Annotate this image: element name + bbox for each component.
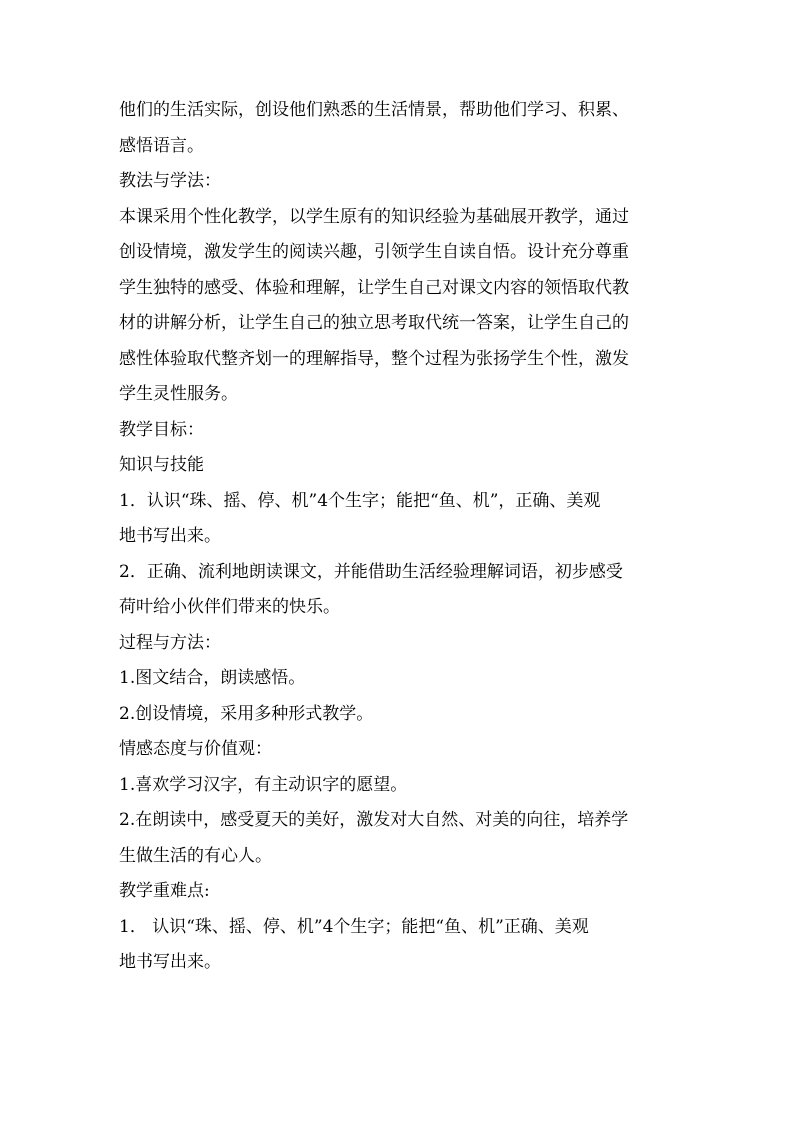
subheading-process-methods: 过程与方法： <box>119 632 221 653</box>
list-item-key-1-cont: 地书写出来。 <box>119 952 221 972</box>
text-line-7: 材的讲解分析，让学生自己的独立思考取代统一答案，让学生自己的 <box>119 313 629 333</box>
document-body <box>119 93 679 981</box>
section-heading-key-points: 教学重难点: <box>119 881 210 901</box>
list-item-1: 1．认识“珠、摇、停、机”4个生字；能把“鱼、机”，正确、美观 <box>119 490 601 511</box>
text-line-4: 本课采用个性化教学，以学生原有的知识经验为基础展开教学，通过 <box>119 206 629 227</box>
text-line-6: 学生独特的感受、体验和理解，让学生自己对课文内容的领悟取代教 <box>119 277 629 298</box>
list-item-emotion-2: 2.在朗读中，感受夏天的美好，激发对大自然、对美的向往，培养学 <box>119 810 629 830</box>
text-line-2: 感悟语言。 <box>119 135 204 156</box>
section-heading-methods: 教法与学法： <box>119 171 221 191</box>
list-item-key-1: 1． 认识“珠、摇、停、机”4个生字；能把“鱼、机”正确、美观 <box>119 916 589 937</box>
section-heading-goals: 教学目标： <box>119 419 204 440</box>
text-line-9: 学生灵性服务。 <box>119 384 238 404</box>
list-item-2: 2．正确、流利地朗读课文，并能借助生活经验理解词语，初步感受 <box>119 561 623 582</box>
list-item-emotion-1: 1.喜欢学习汉字，有主动识字的愿望。 <box>119 774 408 795</box>
list-item-process-2: 2.创设情境，采用多种形式教学。 <box>119 703 374 724</box>
list-item-emotion-2-cont: 生做生活的有心人。 <box>119 845 272 866</box>
text-line-5: 创设情境，激发学生的阅读兴趣，引领学生自读自悟。设计充分尊重 <box>119 242 629 262</box>
text-line-1: 他们的生活实际，创设他们熟悉的生活情景，帮助他们学习、积累、 <box>119 100 629 120</box>
text-line-8: 感性体验取代整齐划一的理解指导，整个过程为张扬学生个性，激发 <box>119 348 629 369</box>
subheading-emotion-values: 情感态度与价值观： <box>119 739 272 759</box>
list-item-1-cont: 地书写出来。 <box>119 526 221 546</box>
list-item-process-1: 1.图文结合，朗读感悟。 <box>119 668 306 688</box>
list-item-2-cont: 荷叶给小伙伴们带来的快乐。 <box>119 597 340 617</box>
subheading-knowledge-skills: 知识与技能 <box>119 455 204 475</box>
